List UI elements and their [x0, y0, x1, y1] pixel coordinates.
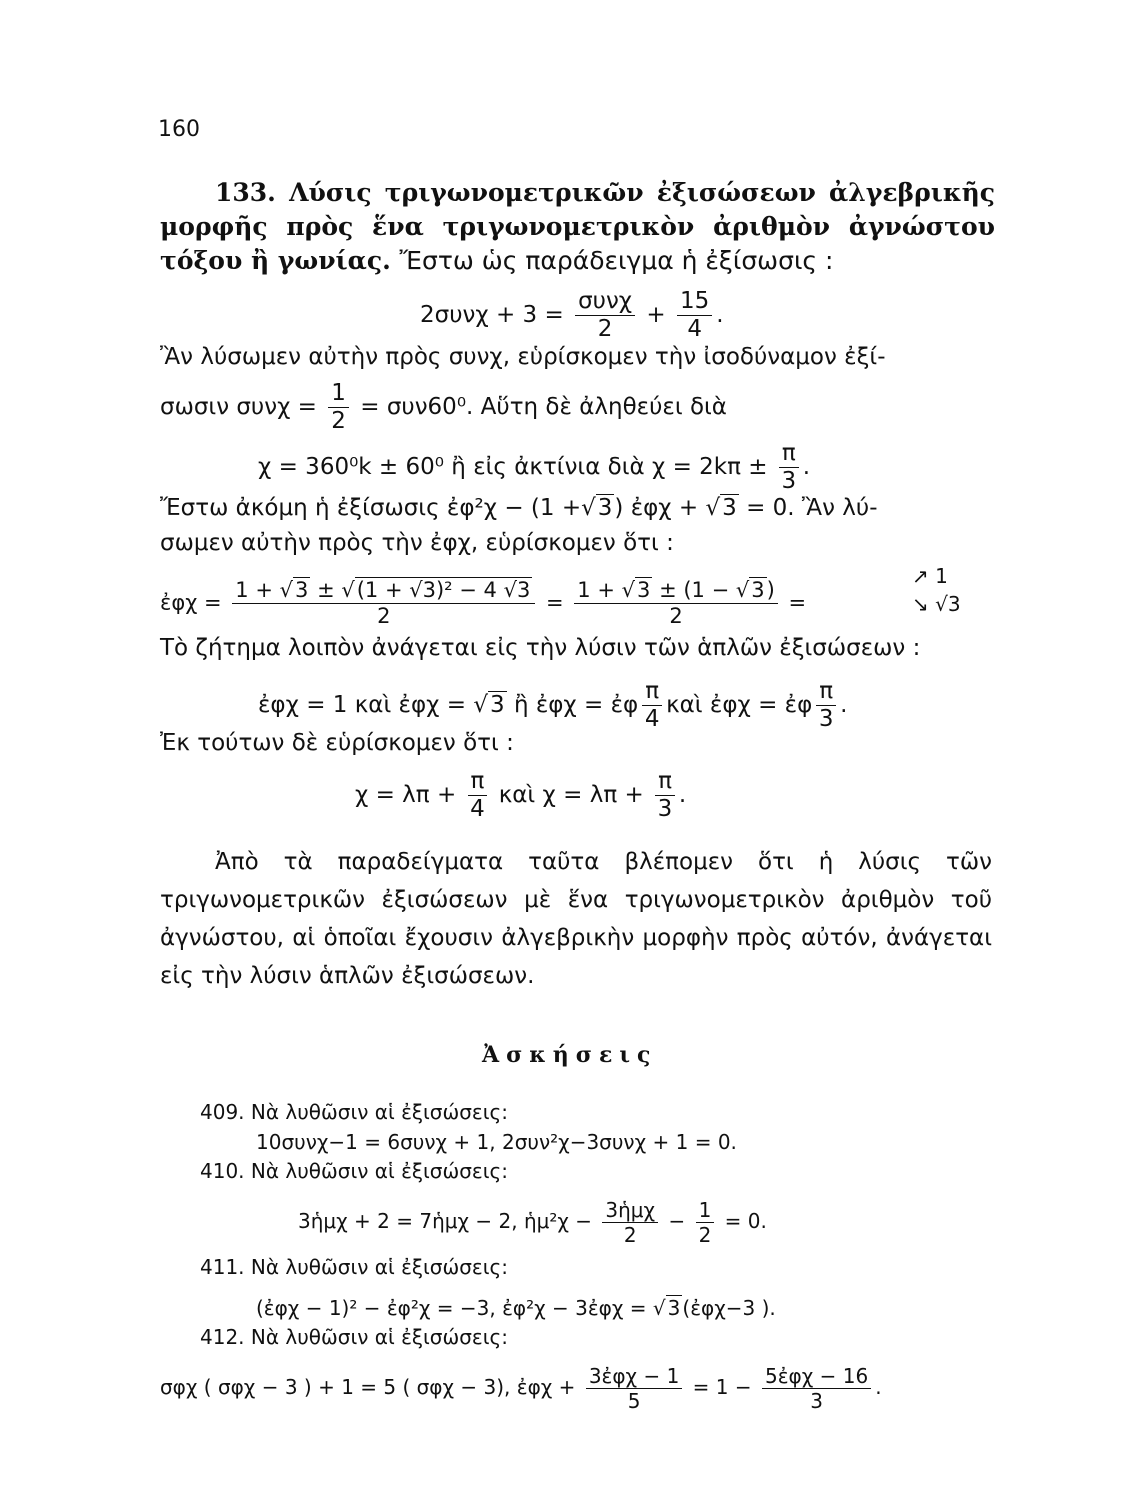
equation-2 — [258, 442, 810, 493]
ex410-fraction-2 — [696, 1200, 715, 1245]
eq3-f2-den: 2 — [669, 604, 683, 628]
eq3-f2-a: 1 + — [577, 578, 615, 602]
p2-f-num: 1 — [328, 382, 349, 408]
eq5-fraction-1 — [468, 770, 488, 821]
eq3-f2-num: 1 + √3 ± (1 − √3) — [574, 580, 778, 604]
p2-start: σωσιν συνχ = — [160, 394, 317, 420]
ex412-b: = 1 − — [692, 1375, 752, 1399]
equation-4: ἐφχ = 1 καὶ ἐφχ = √3 ἢ ἐφχ = ἐφ $\frac{\pi}{4}$ καὶ ἐφχ = ἐφ $\frac{\pi}{3}$ . — [258, 678, 848, 732]
p2-end: = συν60⁰. Αὕτη δὲ ἀληθεύει διὰ — [360, 394, 727, 420]
p3-a: Ἔστω ἀκόμη ἡ ἐξίσωσις ἐφ²χ − (1 + — [160, 495, 582, 521]
eq1-f1-num: συνχ — [575, 290, 635, 316]
eq4-radicand: 3 — [489, 692, 505, 718]
p3-c: = 0. Ἂν λύ- — [746, 495, 878, 521]
eq3-f1-den: 2 — [377, 604, 391, 628]
exercise-410-label: 410. Νὰ λυθῶσιν αἱ ἐξισώσεις: — [200, 1159, 508, 1183]
eq3-branch-1: 1 — [935, 564, 948, 588]
page-number: 160 — [158, 117, 200, 142]
eq3-branches — [912, 562, 961, 618]
eq5-end: . — [678, 782, 687, 808]
equation-5 — [355, 770, 686, 821]
ex410-f2-num: 1 — [696, 1200, 715, 1223]
eq2-f-num: π — [779, 442, 799, 468]
eq3-lhs: ἐφχ = — [160, 590, 222, 615]
ex412-a: σφχ ( σφχ − 3 ) + 1 = 5 ( σφχ − 3), ἐφχ + — [160, 1375, 576, 1399]
section-intro: Ἔστω ὡς παράδειγμα ἡ ἐξίσωσις : — [399, 246, 834, 275]
eq1-fraction-2 — [677, 290, 712, 341]
p2-line-1: Ἂν λύσωμεν αὐτὴν πρὸς συνχ, εὑρίσκομεν τὴν ἰσοδύναμον ἐξί- — [160, 344, 886, 370]
ex410-c: = 0. — [724, 1209, 767, 1233]
p3-radicand-1: 3 — [597, 495, 613, 521]
eq5-a: χ = λπ + — [355, 782, 457, 808]
section-heading — [160, 176, 995, 278]
eq3-f1-big-radicand: (1 + √3)² − 4 √3 — [356, 578, 531, 602]
arrow-down-right-icon: ↘ — [912, 592, 929, 616]
ex412-f2-den: 3 — [810, 1389, 823, 1413]
ex410-b: − — [668, 1209, 686, 1233]
eq5-f1-num: π — [468, 770, 488, 796]
p3-line-2: σωμεν αὐτὴν πρὸς τὴν ἐφχ, εὑρίσκομεν ὅτι : — [160, 530, 674, 556]
eq1-left: 2συνχ + 3 = — [420, 302, 564, 328]
eq5-f2-den: 3 — [657, 796, 673, 822]
eq1-f2-den: 4 — [687, 316, 702, 342]
eq1-fraction-1 — [575, 290, 635, 341]
eq1-f2-num: 15 — [677, 290, 712, 316]
eq5-fraction-2 — [655, 770, 675, 821]
ex410-fraction-1 — [602, 1200, 658, 1245]
eq3-f2-radicand-2: 3 — [751, 578, 765, 602]
eq5-b: καὶ χ = λπ + — [498, 782, 644, 808]
eq3-f1-num: 1 + √3 ± √(1 + √3)² − 4 √3 — [232, 580, 535, 604]
ex412-f2-num: 5ἐφχ − 16 — [762, 1366, 871, 1389]
eq2-f-den: 3 — [781, 468, 797, 494]
eq3-f1-pm: ± — [317, 578, 335, 602]
exercises-title: Ἀσκήσεις — [482, 1042, 658, 1068]
eq4-b: ἢ ἐφχ = ἐφ — [513, 692, 639, 718]
ex412-end: . — [875, 1375, 882, 1399]
p5-line: Ἐκ τούτων δὲ εὑρίσκομεν ὅτι : — [160, 730, 514, 756]
exercise-409-label: 409. Νὰ λυθῶσιν αἱ ἐξισώσεις: — [200, 1100, 508, 1124]
exercise-409-equation: 10συνχ−1 = 6συνχ + 1, 2συν²χ−3συνχ + 1 = 0. — [256, 1130, 737, 1154]
p2-fraction — [328, 382, 349, 433]
eq2-fraction — [779, 442, 799, 493]
exercise-411-label: 411. Νὰ λυθῶσιν αἱ ἐξισώσεις: — [200, 1255, 508, 1279]
eq3-f2-radicand: 3 — [637, 578, 651, 602]
p3-line-1: Ἔστω ἀκόμη ἡ ἐξίσωσις ἐφ²χ − (1 +√3) ἐφχ + √3 = 0. Ἂν λύ- — [160, 495, 878, 521]
eq4-end: . — [840, 692, 848, 718]
ex412-fraction-1 — [586, 1366, 682, 1411]
p2-f-den: 2 — [331, 408, 346, 434]
eq4-c: καὶ ἐφχ = ἐφ — [666, 692, 813, 718]
eq3-equals-2: = — [788, 590, 807, 615]
section-number: 133. — [215, 178, 276, 207]
eq3-f1-a: 1 + — [235, 578, 273, 602]
eq4-f1-num: π — [642, 680, 662, 706]
equation-3 — [160, 580, 806, 627]
eq3-f1-radicand: 3 — [295, 578, 309, 602]
ex410-f1-num: 3ἡμχ — [602, 1200, 658, 1223]
ex412-f1-num: 3ἐφχ − 1 — [586, 1366, 682, 1389]
ex410-a: 3ἡμχ + 2 = 7ἡμχ − 2, ἡμ²χ − — [298, 1209, 593, 1233]
exercise-412-label: 412. Νὰ λυθῶσιν αἱ ἐξισώσεις: — [200, 1325, 508, 1349]
eq4-f2-num: π — [816, 680, 836, 706]
eq1-end: . — [716, 302, 724, 328]
ex410-f2-den: 2 — [698, 1223, 712, 1247]
p4-line: Τὸ ζήτημα λοιπὸν ἀνάγεται εἰς τὴν λύσιν τῶν ἁπλῶν ἐξισώσεων : — [160, 635, 921, 661]
exercise-411-equation: (ἐφχ − 1)² − ἐφ²χ = −3, ἐφ²χ − 3ἐφχ = √ 3 (ἐφχ−3 ). — [256, 1296, 776, 1320]
p3-b: ) ἐφχ + — [614, 495, 699, 521]
ex412-f1-den: 5 — [627, 1389, 641, 1413]
p3-radicand-2: 3 — [722, 495, 737, 521]
eq3-equals-1: = — [546, 590, 564, 615]
ex411-a: (ἐφχ − 1)² − ἐφ²χ = −3, ἐφ²χ − 3ἐφχ = — [256, 1296, 647, 1320]
eq3-branch-2: √3 — [935, 592, 961, 616]
eq2-end: . — [802, 454, 811, 480]
eq5-f2-num: π — [655, 770, 675, 796]
eq4-fraction-1 — [642, 680, 662, 731]
ex412-fraction-2 — [762, 1366, 871, 1411]
eq2-left: χ = 360⁰k ± 60⁰ ἢ εἰς ἀκτίνια διὰ χ = 2kπ ± — [258, 454, 768, 480]
eq4-fraction-2 — [816, 680, 836, 731]
eq4-a: ἐφχ = 1 καὶ ἐφχ = — [258, 692, 467, 718]
eq4-f1-den: 4 — [644, 706, 660, 732]
eq1-plus: + — [646, 302, 666, 328]
eq3-fraction-2 — [574, 580, 778, 627]
equation-1 — [420, 290, 724, 341]
eq3-f2-b: ± (1 − — [659, 578, 730, 602]
section-title: Λύσις τριγωνομετρικῶν ἐξισώσεων ἀλγεβρικῆς μορφῆς πρὸς ἕνα τριγωνομετρικὸν ἀριθμὸν ἀγνώστου τόξου ἢ γωνίας. — [160, 178, 995, 275]
eq5-f1-den: 4 — [470, 796, 485, 822]
exercise-412-equation — [160, 1366, 882, 1411]
ex410-f1-den: 2 — [623, 1223, 637, 1247]
conclusion-paragraph: Ἀπὸ τὰ παραδείγματα ταῦτα βλέπομεν ὅτι ἡ λύσις τῶν τριγωνομετρικῶν ἐξισώσεων μὲ ἕνα τριγωνομετρικὸν ἀριθμὸν τοῦ ἀγνώστου, αἱ ὁποῖαι ἔχουσιν ἀλγεβρικὴν μορφὴν πρὸς αὐτόν, ἀνάγεται εἰς τὴν λύσιν ἁπλῶν ἐξισώσεων. — [160, 849, 992, 989]
ex411-b: (ἐφχ−3 ). — [682, 1296, 776, 1320]
eq3-fraction-1 — [232, 580, 535, 627]
eq4-f2-den: 3 — [818, 706, 834, 732]
ex411-radicand: 3 — [667, 1296, 681, 1320]
p2-line-2 — [160, 382, 727, 433]
exercise-410-equation — [298, 1200, 767, 1245]
eq1-f1-den: 2 — [597, 316, 613, 342]
eq3-f2-c: ) — [766, 578, 775, 602]
arrow-up-right-icon: ↗ — [912, 564, 929, 588]
